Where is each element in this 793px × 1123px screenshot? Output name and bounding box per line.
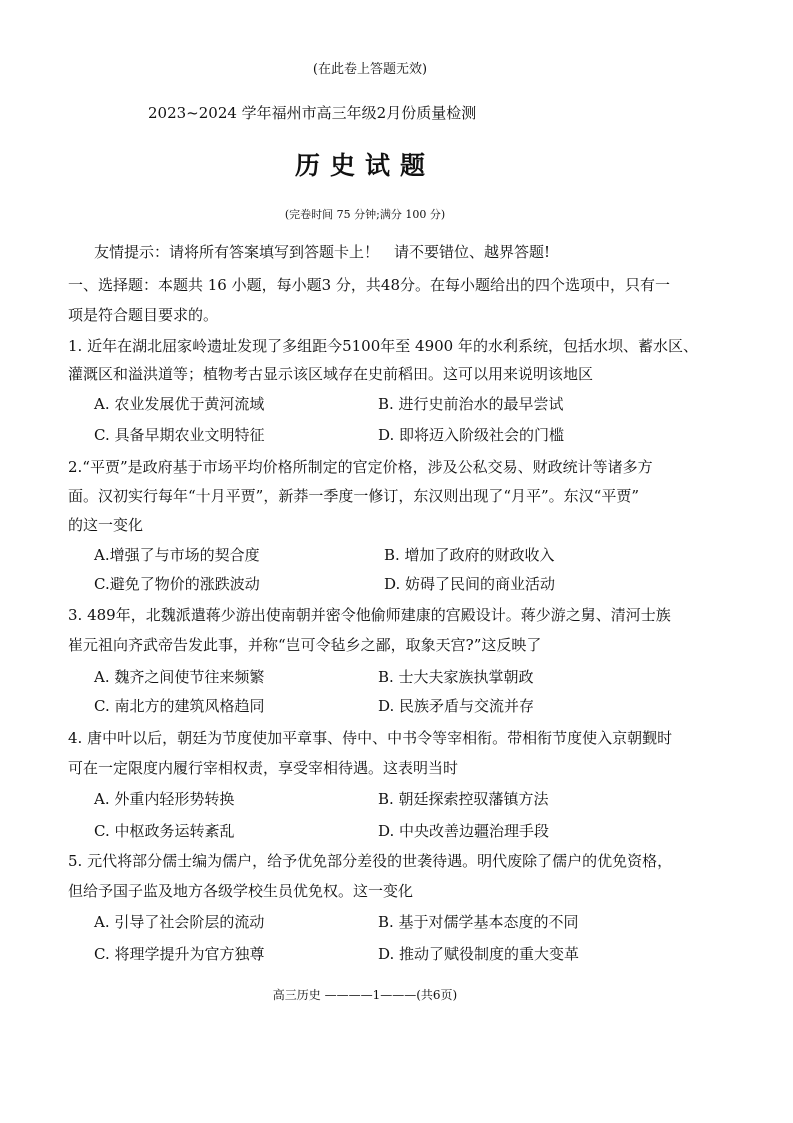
exam-title: 2023~2024 学年福州市高三年级2月份质量检测 bbox=[148, 104, 477, 122]
option-c: C. 具备早期农业文明特征 bbox=[94, 426, 265, 444]
option-c: C. 中枢政务运转紊乱 bbox=[94, 822, 235, 840]
option-d: D. 民族矛盾与交流并存 bbox=[378, 697, 535, 715]
page-footer: 高三历史 ————1———(共6页) bbox=[272, 988, 458, 1002]
subject-title: 历史试题 bbox=[294, 151, 435, 180]
question-stem-line: 的这一变化 bbox=[68, 516, 144, 534]
option-d: D. 中央改善边疆治理手段 bbox=[378, 822, 550, 840]
section-instruction-line: 一、选择题：本题共 16 小题，每小题3 分，共48分。在每小题给出的四个选项中，只有一 bbox=[68, 276, 671, 294]
option-d: D. 妨碍了民间的商业活动 bbox=[384, 575, 556, 593]
option-b: B. 朝廷探索控驭藩镇方法 bbox=[378, 790, 549, 808]
option-a: A. 农业发展优于黄河流域 bbox=[94, 395, 265, 413]
option-d: D. 即将迈入阶级社会的门槛 bbox=[378, 426, 565, 444]
question-stem-line: 2.“平贾”是政府基于市场平均价格所制定的官定价格，涉及公私交易、财政统计等诸多方 bbox=[68, 458, 653, 476]
question-stem-line: 但给予国子监及地方各级学校生员优免权。这一变化 bbox=[68, 882, 414, 900]
option-a: A. 外重内轻形势转换 bbox=[94, 790, 235, 808]
question-stem-line: 灌溉区和溢洪道等；植物考古显示该区域存在史前稻田。这可以用来说明该地区 bbox=[68, 365, 594, 383]
question-stem-line: 5. 元代将部分儒士编为儒户，给予优免部分差役的世袭待遇。明代废除了儒户的优免资格， bbox=[68, 852, 673, 870]
section-instruction-line: 项是符合题目要求的。 bbox=[68, 306, 219, 324]
exam-time-note: (完卷时间 75 分钟;满分 100 分) bbox=[284, 208, 446, 221]
question-stem-line: 面。汉初实行每年“十月平贾”，新莽一季度一修订，东汉则出现了“月平”。东汉“平贾” bbox=[68, 487, 640, 505]
option-a: A. 魏齐之间使节往来频繁 bbox=[94, 668, 265, 686]
option-b: B. 基于对儒学基本态度的不同 bbox=[378, 913, 579, 931]
friendly-tip: 友情提示：请将所有答案填写到答题卡上！ 请不要错位、越界答题! bbox=[94, 243, 551, 261]
answer-invalid-notice: (在此卷上答题无效) bbox=[312, 62, 428, 77]
option-d: D. 推动了赋役制度的重大变革 bbox=[378, 945, 580, 963]
option-a: A.增强了与市场的契合度 bbox=[94, 546, 260, 564]
question-stem-line: 4. 唐中叶以后，朝廷为节度使加平章事、侍中、中书令等宰相衔。带相衔节度使入京朝觐时 bbox=[68, 729, 673, 747]
option-c: C. 南北方的建筑风格趋同 bbox=[94, 697, 265, 715]
option-b: B. 士大夫家族执掌朝政 bbox=[378, 668, 534, 686]
option-b: B. 进行史前治水的最早尝试 bbox=[378, 395, 564, 413]
option-c: C. 将理学提升为官方独尊 bbox=[94, 945, 265, 963]
question-stem-line: 崔元祖向齐武帝告发此事，并称“岂可令毡乡之鄙，取象天宫?”这反映了 bbox=[68, 636, 542, 654]
question-stem-line: 1. 近年在湖北屈家岭遗址发现了多组距今5100年至 4900 年的水利系统，包括水坝、蓄水区、 bbox=[68, 337, 698, 355]
question-stem-line: 可在一定限度内履行宰相权责，享受宰相待遇。这表明当时 bbox=[68, 759, 459, 777]
option-a: A. 引导了社会阶层的流动 bbox=[94, 913, 265, 931]
option-b: B. 增加了政府的财政收入 bbox=[384, 546, 555, 564]
question-stem-line: 3. 489年，北魏派遣蒋少游出使南朝并密令他偷师建康的宫殿设计。蒋少游之舅、清河士族 bbox=[68, 606, 671, 624]
option-c: C.避免了物价的涨跌波动 bbox=[94, 575, 260, 593]
